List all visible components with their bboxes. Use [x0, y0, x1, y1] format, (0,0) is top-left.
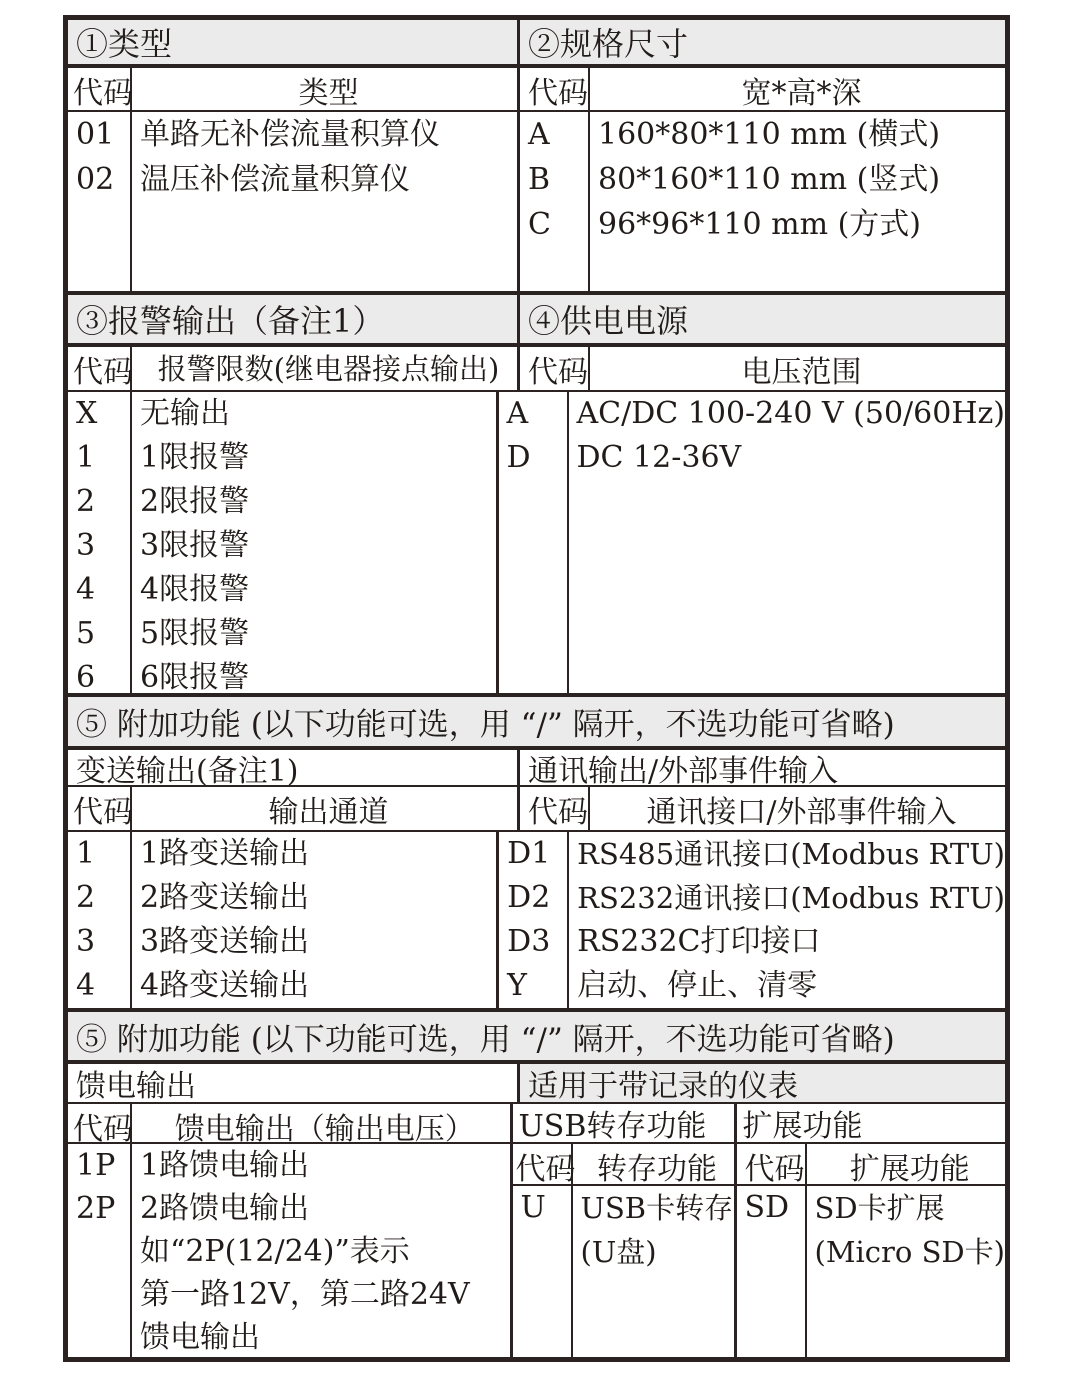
code-header: 代码 — [68, 1104, 132, 1142]
feed-output-subtitle: 馈电输出 — [76, 1069, 196, 1104]
feed-descriptions: 1路馈电输出 2路馈电输出 如“2P(12/24)”表示 第一路12V，第二路24V 馈电输出 — [140, 1148, 470, 1355]
channel-header: 输出通道 — [268, 795, 389, 830]
table-row — [68, 112, 1005, 295]
code-header: 代码 — [68, 787, 132, 830]
section5b-banner: ⑤ 附加功能 (以下功能可选，用 “/” 隔开，不选功能可省略) — [68, 1012, 1005, 1060]
section1-title: ①类型 — [76, 25, 173, 63]
section5b-banner-row — [68, 1012, 1005, 1064]
code-header: 代码 — [513, 1144, 573, 1184]
transmit-descriptions: 1路变送输出 2路变送输出 3路变送输出 4路变送输出 — [140, 836, 310, 1003]
section2-title: ②规格尺寸 — [528, 25, 689, 63]
section5a-banner: ⑤ 附加功能 (以下功能可选，用 “/” 隔开，不选功能可省略) — [68, 697, 1005, 746]
table-row — [513, 1186, 734, 1357]
sd-func-header: 扩展功能 — [849, 1152, 970, 1187]
section5a-banner-row — [68, 697, 1005, 750]
size-codes: A B C — [520, 112, 590, 291]
usb-group — [513, 1104, 737, 1357]
recorder-subtitle: 适用于带记录的仪表 — [528, 1069, 798, 1104]
code-header: 代码 — [520, 347, 590, 390]
size-descriptions: 160*80*110 mm (横式) 80*160*110 mm (竖式) 96*96*110 mm (方式) — [598, 117, 941, 242]
table-row — [68, 392, 1005, 697]
sd-code: SD — [737, 1186, 807, 1357]
product-selection-table — [63, 15, 1010, 1362]
subheader-row — [68, 787, 1005, 832]
usb-description: USB卡转存 (U盘) — [580, 1191, 734, 1269]
table-row — [68, 832, 1005, 1012]
usb-func-header: 转存功能 — [597, 1152, 717, 1187]
sd-description: SD卡扩展 (Micro SD卡) — [814, 1191, 1005, 1269]
subtitle-row — [68, 750, 1005, 787]
sd-title: 扩展功能 — [742, 1109, 863, 1144]
section4-title: ④供电电源 — [528, 302, 689, 340]
usb-code: U — [513, 1186, 573, 1357]
alarm-codes: X 1 2 3 4 5 6 — [68, 392, 132, 693]
section4-power — [520, 295, 1005, 343]
type-descriptions: 单路无补偿流量积算仪 温压补偿流量积算仪 — [140, 117, 440, 197]
code-header: 代码 — [520, 787, 590, 830]
code-header: 代码 — [520, 68, 590, 110]
power-codes: A D — [499, 392, 569, 693]
section3-title: ③报警输出（备注1） — [76, 302, 385, 340]
section2-size — [520, 20, 1005, 64]
table-row — [68, 1144, 510, 1357]
size-header: 宽*高*深 — [741, 76, 862, 111]
power-descriptions: AC/DC 100-240 V (50/60Hz) DC 12-36V — [576, 396, 1005, 475]
comm-header: 通讯接口/外部事件输入 — [646, 795, 957, 830]
subheader-row — [68, 1104, 510, 1147]
comm-descriptions: RS485通讯接口(Modbus RTU) RS232通讯接口(Modbus RTU) RS232C打印接口 启动、停止、清零 — [577, 837, 1005, 1003]
feed-codes: 1P 2P — [68, 1144, 132, 1357]
subtitle-row — [68, 1064, 1005, 1104]
code-header: 代码 — [68, 347, 132, 390]
alarm-header: 报警限数(继电器接点输出) — [157, 352, 500, 386]
transmit-codes: 1 2 3 4 — [68, 832, 132, 1008]
code-header: 代码 — [68, 68, 132, 110]
section-title-row — [68, 295, 1005, 347]
section1-type — [68, 20, 520, 64]
comm-output-subtitle: 通讯输出/外部事件输入 — [528, 753, 839, 789]
sd-group — [737, 1104, 1006, 1357]
table-row — [737, 1186, 1006, 1357]
alarm-descriptions: 无输出 1限报警 2限报警 3限报警 4限报警 5限报警 6限报警 — [140, 396, 250, 695]
usb-title: USB转存功能 — [518, 1109, 707, 1144]
transmit-output-subtitle: 变送输出(备注1) — [76, 753, 299, 789]
subheader-row — [68, 347, 1005, 392]
type-header: 类型 — [298, 76, 359, 111]
subheader-row — [68, 68, 1005, 112]
code-header: 代码 — [737, 1144, 807, 1184]
bottom-block — [68, 1104, 1005, 1357]
feed-header: 馈电输出（输出电压） — [174, 1112, 475, 1147]
section3-alarm — [68, 295, 520, 343]
voltage-header: 电压范围 — [741, 355, 862, 390]
section-title-row — [68, 20, 1005, 68]
type-codes: 01 02 — [68, 112, 132, 291]
comm-codes: D1 D2 D3 Y — [499, 832, 569, 1008]
